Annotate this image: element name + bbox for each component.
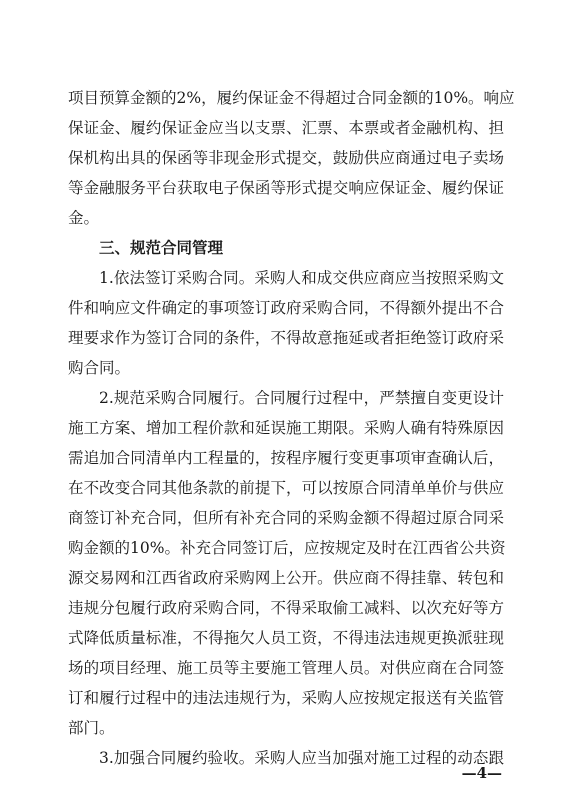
text-line: 金。 <box>68 209 100 227</box>
text-line: 施工方案、增加工程价款和延误施工期限。采购人确有特殊原因 <box>68 419 504 437</box>
text-line: 需追加合同清单内工程量的，按程序履行变更事项审查确认后， <box>68 449 504 467</box>
text-line: 等金融服务平台获取电子保函等形式提交响应保证金、履约保证 <box>68 179 504 197</box>
text-line: 在不改变合同其他条款的前提下，可以按原合同清单单价与供应 <box>68 479 504 497</box>
text-line: 商签订补充合同，但所有补充合同的采购金额不得超过原合同采 <box>68 509 504 527</box>
text-line: 保证金、履约保证金应当以支票、汇票、本票或者金融机构、担 <box>68 119 504 137</box>
text-line: 购金额的10%。补充合同签订后，应按规定及时在江西省公共资 <box>68 539 506 557</box>
text-line: 源交易网和江西省政府采购网上公开。供应商不得挂靠、转包和 <box>68 569 504 587</box>
text-line: 违规分包履行政府采购合同，不得采取偷工减料、以次充好等方 <box>68 599 504 617</box>
text-line: 订和履行过程中的违法违规行为，采购人应按规定报送有关监管 <box>68 689 504 707</box>
text-line: 理要求作为签订合同的条件，不得故意拖延或者拒绝签订政府采 <box>68 329 504 347</box>
text-line: 部门。 <box>68 719 115 737</box>
text-line: 保机构出具的保函等非现金形式提交，鼓励供应商通过电子卖场 <box>68 149 504 167</box>
section-heading: 三、规范合同管理 <box>99 239 224 257</box>
text-line: 式降低质量标准，不得拖欠人员工资，不得违法违规更换派驻现 <box>68 629 504 647</box>
text-line: 购合同。 <box>68 359 131 377</box>
text-line: 1.依法签订采购合同。采购人和成交供应商应当按照采购文 <box>99 269 504 287</box>
text-line: 3.加强合同履约验收。采购人应当加强对施工过程的动态跟 <box>99 749 504 767</box>
text-line: 件和响应文件确定的事项签订政府采购合同，不得额外提出不合 <box>68 299 504 317</box>
text-line: 项目预算金额的2%，履约保证金不得超过合同金额的10%。响应 <box>68 89 515 107</box>
text-line: 2.规范采购合同履行。合同履行过程中，严禁擅自变更设计 <box>99 389 504 407</box>
text-line: 场的项目经理、施工员等主要施工管理人员。对供应商在合同签 <box>68 659 504 677</box>
page-number: —4— <box>461 764 502 782</box>
